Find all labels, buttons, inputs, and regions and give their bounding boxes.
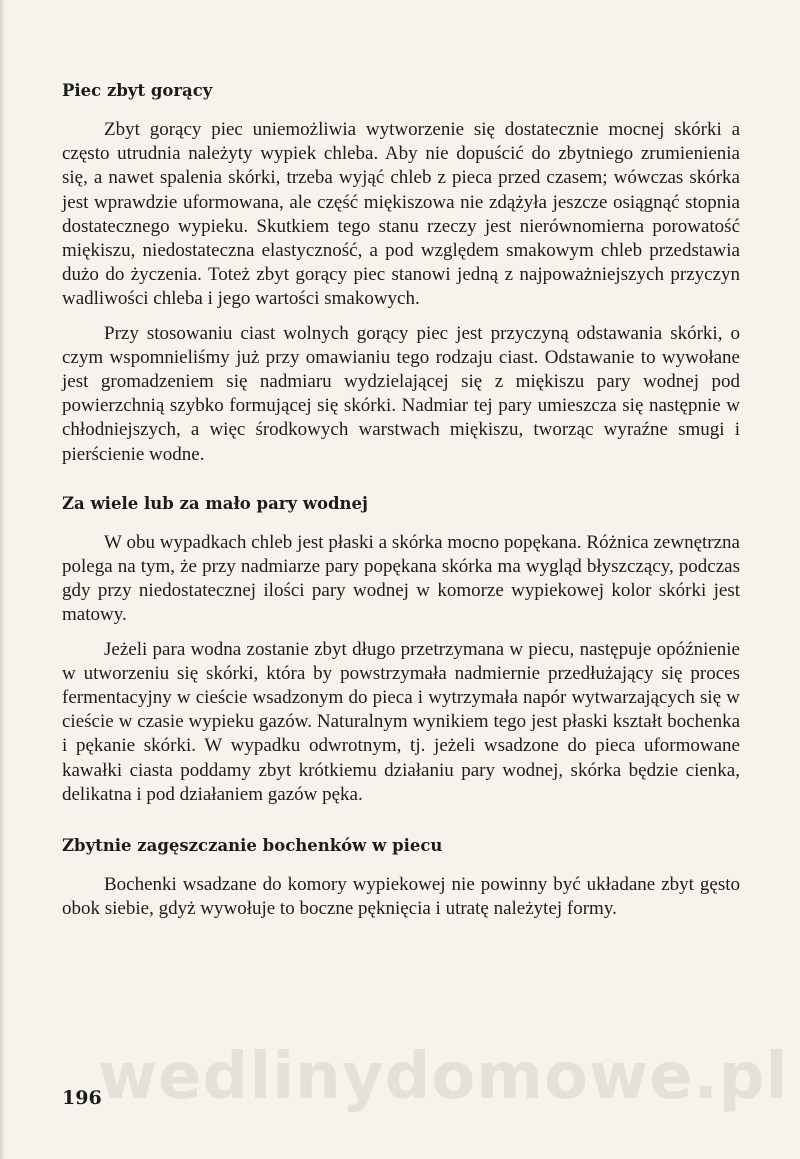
page-number: 196 <box>62 1087 102 1109</box>
paragraph: Zbyt gorący piec uniemożliwia wytworzenie się dostatecznie mocnej skórki a często utrudnia należyty wypiek chleba. Aby nie dopuścić do zbytniego zrumienienia się, a nawet spalenia skórki, trzeba wyjąć chleb z pieca przed czasem; wówczas skórka jest wprawdzie uformowana, ale część miękiszowa nie zdążyła jeszcze osiągnąć stopnia dostatecznego wypieku. Skutkiem tego stanu rzeczy jest nierównomierna porowatość miękiszu, niedostateczna elastyczność, a pod względem smakowym chleb przedstawia dużo do życzenia. Toteż zbyt gorący piec stanowi jedną z najpoważniejszych przyczyn wadliwości chleba i jego wartości smakowych. <box>62 119 740 310</box>
section-para-wodna <box>62 491 740 807</box>
section-zageszczanie-bochenkow <box>62 833 740 921</box>
paragraph: Przy stosowaniu ciast wolnych gorący piec jest przyczyną odstawania skórki, o czym wspomnieliśmy już przy omawianiu tego rodzaju ciast. Odstawanie to wywołane jest gromadzeniem się nadmiaru wydzielającej się z miękiszu pary wodnej pod powierzchnią szybko formującej się skórki. Nadmiar tej pary umieszcza się następnie w chłodniejszych, a więc środkowych warstwach miękiszu, tworząc wyraźne smugi i pierścienie wodne. <box>62 322 740 465</box>
watermark: wedlinydomowe.pl <box>98 1040 789 1114</box>
section-heading: Piec zbyt gorący <box>62 81 213 100</box>
section-heading: Zbytnie zagęszczanie bochenków w piecu <box>62 836 443 856</box>
paragraph: Jeżeli para wodna zostanie zbyt długo przetrzymana w piecu, następuje opóźnienie w utworzeniu się skórki, która by powstrzymała nadmiernie przedłużający się proces fermentacyjny w cieście wsadzonym do pieca i wytrzymała napór wytwarzających się w cieście w czasie wypieku gazów. Naturalnym wynikiem tego jest płaski kształt bochenka i pękanie skórki. W wypadku odwrotnym, tj. jeżeli wsadzone do pieca uformowane kawałki ciasta poddamy zbyt krótkiemu działaniu pary wodnej, skórka będzie cienka, delikatna i pod działaniem gazów pęka. <box>62 638 740 805</box>
paragraph: W obu wypadkach chleb jest płaski a skórka mocno popękana. Różnica zewnętrzna polega na tym, że przy nadmiarze pary popękana skórka ma wygląd błyszczący, podczas gdy przy niedostatecznej ilości pary wodnej w komorze wypiekowej kolor skórki jest matowy. <box>62 531 740 626</box>
page-edge-shadow <box>0 0 5 1159</box>
section-heading: Za wiele lub za mało pary wodnej <box>62 493 369 513</box>
paragraph: Bochenki wsadzane do komory wypiekowej nie powinny być układane zbyt gęsto obok siebie, gdyż wywołuje to boczne pęknięcia i utratę należytej formy. <box>62 874 740 920</box>
page-content <box>62 78 740 921</box>
section-piec-zbyt-goracy <box>62 78 740 467</box>
